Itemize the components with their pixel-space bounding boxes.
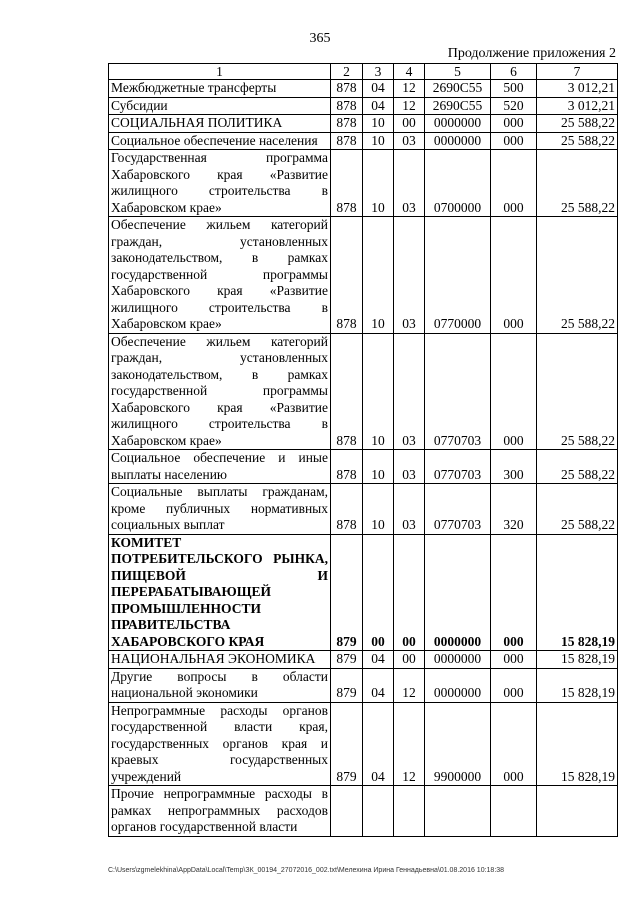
admin-code: 879	[331, 534, 363, 651]
row-name: Межбюджетные трансферты	[109, 80, 331, 98]
target-item-code: 0770000	[425, 217, 491, 334]
subsection-code: 12	[394, 80, 425, 98]
target-item-code: 2690С55	[425, 80, 491, 98]
expense-type-code: 520	[491, 97, 537, 115]
admin-code: 879	[331, 651, 363, 669]
subsection-code: 00	[394, 115, 425, 133]
row-name: Обеспечение жильем категорий граждан, установленных законодательством, в рамках государственной программы Хабаровского края «Развитие жилищного строительства в Хабаровском крае»	[109, 333, 331, 450]
row-name: КОМИТЕТ ПОТРЕБИТЕЛЬСКОГО РЫНКА, ПИЩЕВОЙ И ПЕРЕРАБАТЫВАЮЩЕЙ ПРОМЫШЛЕННОСТИ ПРАВИТЕЛЬСТВА ХАБАРОВСКОГО КРАЯ	[109, 534, 331, 651]
expense-type-code: 000	[491, 651, 537, 669]
admin-code: 878	[331, 217, 363, 334]
subsection-code: 00	[394, 534, 425, 651]
section-code: 04	[363, 702, 394, 786]
budget-table	[108, 63, 618, 837]
subsection-code	[394, 786, 425, 837]
expense-type-code: 000	[491, 534, 537, 651]
expense-type-code: 000	[491, 150, 537, 217]
target-item-code: 0000000	[425, 132, 491, 150]
row-name: Другие вопросы в области национальной экономики	[109, 668, 331, 702]
amount: 15 828,19	[537, 534, 618, 651]
row-name: Субсидии	[109, 97, 331, 115]
section-code: 04	[363, 668, 394, 702]
row-name: Социальное обеспечение населения	[109, 132, 331, 150]
column-header: 4	[394, 64, 425, 80]
subsection-code: 03	[394, 217, 425, 334]
expense-type-code	[491, 786, 537, 837]
table-row	[109, 333, 618, 450]
expense-type-code: 000	[491, 217, 537, 334]
table-row	[109, 702, 618, 786]
row-name: Непрограммные расходы органов государственной власти края, государственных органов края и краевых государственных учреждений	[109, 702, 331, 786]
page-number: 365	[309, 31, 331, 46]
admin-code: 878	[331, 80, 363, 98]
table-row	[109, 132, 618, 150]
admin-code: 878	[331, 333, 363, 450]
table-row	[109, 80, 618, 98]
amount: 25 588,22	[537, 484, 618, 535]
footer-file-path: C:\Users\zgmelekhina\AppData\Local\Temp\ЗК_00194_27072016_002.txt\Мелехина Ирина Геннадьевна\01.08.2016 10:18:38	[108, 867, 505, 874]
amount: 25 588,22	[537, 132, 618, 150]
expense-type-code: 000	[491, 115, 537, 133]
column-header: 1	[109, 64, 331, 80]
amount: 25 588,22	[537, 450, 618, 484]
row-name: Социальные выплаты гражданам, кроме публичных нормативных социальных выплат	[109, 484, 331, 535]
expense-type-code: 000	[491, 702, 537, 786]
row-name: СОЦИАЛЬНАЯ ПОЛИТИКА	[109, 115, 331, 133]
row-name: НАЦИОНАЛЬНАЯ ЭКОНОМИКА	[109, 651, 331, 669]
continuation-label: Продолжение приложения 2	[447, 46, 616, 61]
row-name: Государственная программа Хабаровского края «Развитие жилищного строительства в Хабаровском крае»	[109, 150, 331, 217]
expense-type-code: 300	[491, 450, 537, 484]
admin-code: 878	[331, 115, 363, 133]
amount: 25 588,22	[537, 150, 618, 217]
admin-code: 879	[331, 702, 363, 786]
admin-code: 878	[331, 450, 363, 484]
admin-code	[331, 786, 363, 837]
admin-code: 878	[331, 132, 363, 150]
column-header: 5	[425, 64, 491, 80]
row-name: Прочие непрограммные расходы в рамках непрограммных расходов органов государственной власти	[109, 786, 331, 837]
target-item-code: 0000000	[425, 115, 491, 133]
target-item-code: 0000000	[425, 668, 491, 702]
table-row	[109, 786, 618, 837]
target-item-code: 0770703	[425, 484, 491, 535]
section-code: 10	[363, 450, 394, 484]
subsection-code: 03	[394, 484, 425, 535]
row-name: Социальное обеспечение и иные выплаты населению	[109, 450, 331, 484]
subsection-code: 12	[394, 702, 425, 786]
amount: 3 012,21	[537, 97, 618, 115]
table-row	[109, 97, 618, 115]
target-item-code: 0770703	[425, 333, 491, 450]
subsection-code: 03	[394, 450, 425, 484]
column-header: 2	[331, 64, 363, 80]
table-header-row	[109, 64, 618, 80]
amount: 15 828,19	[537, 651, 618, 669]
target-item-code: 0770703	[425, 450, 491, 484]
amount: 15 828,19	[537, 668, 618, 702]
section-code: 04	[363, 80, 394, 98]
subsection-code: 03	[394, 132, 425, 150]
target-item-code	[425, 786, 491, 837]
expense-type-code: 000	[491, 333, 537, 450]
expense-type-code: 500	[491, 80, 537, 98]
admin-code: 878	[331, 97, 363, 115]
table-row	[109, 651, 618, 669]
column-header: 7	[537, 64, 618, 80]
section-code: 04	[363, 651, 394, 669]
amount: 25 588,22	[537, 115, 618, 133]
column-header: 3	[363, 64, 394, 80]
section-code: 10	[363, 115, 394, 133]
target-item-code: 2690С55	[425, 97, 491, 115]
section-code: 10	[363, 217, 394, 334]
amount: 25 588,22	[537, 333, 618, 450]
subsection-code: 03	[394, 333, 425, 450]
target-item-code: 0000000	[425, 534, 491, 651]
admin-code: 879	[331, 668, 363, 702]
table-row	[109, 484, 618, 535]
row-name: Обеспечение жильем категорий граждан, установленных законодательством, в рамках государственной программы Хабаровского края «Развитие жилищного строительства в Хабаровском крае»	[109, 217, 331, 334]
target-item-code: 0000000	[425, 651, 491, 669]
amount: 3 012,21	[537, 80, 618, 98]
subsection-code: 12	[394, 97, 425, 115]
amount	[537, 786, 618, 837]
section-code: 00	[363, 534, 394, 651]
amount: 25 588,22	[537, 217, 618, 334]
section-code	[363, 786, 394, 837]
subsection-code: 00	[394, 651, 425, 669]
section-code: 10	[363, 484, 394, 535]
table-row	[109, 115, 618, 133]
table-row	[109, 217, 618, 334]
column-header: 6	[491, 64, 537, 80]
expense-type-code: 000	[491, 668, 537, 702]
table-row-bold	[109, 534, 618, 651]
table-row	[109, 668, 618, 702]
target-item-code: 0700000	[425, 150, 491, 217]
target-item-code: 9900000	[425, 702, 491, 786]
admin-code: 878	[331, 150, 363, 217]
expense-type-code: 320	[491, 484, 537, 535]
table-row	[109, 450, 618, 484]
section-code: 04	[363, 97, 394, 115]
section-code: 10	[363, 333, 394, 450]
amount: 15 828,19	[537, 702, 618, 786]
subsection-code: 12	[394, 668, 425, 702]
subsection-code: 03	[394, 150, 425, 217]
table-row	[109, 150, 618, 217]
admin-code: 878	[331, 484, 363, 535]
section-code: 10	[363, 150, 394, 217]
section-code: 10	[363, 132, 394, 150]
expense-type-code: 000	[491, 132, 537, 150]
